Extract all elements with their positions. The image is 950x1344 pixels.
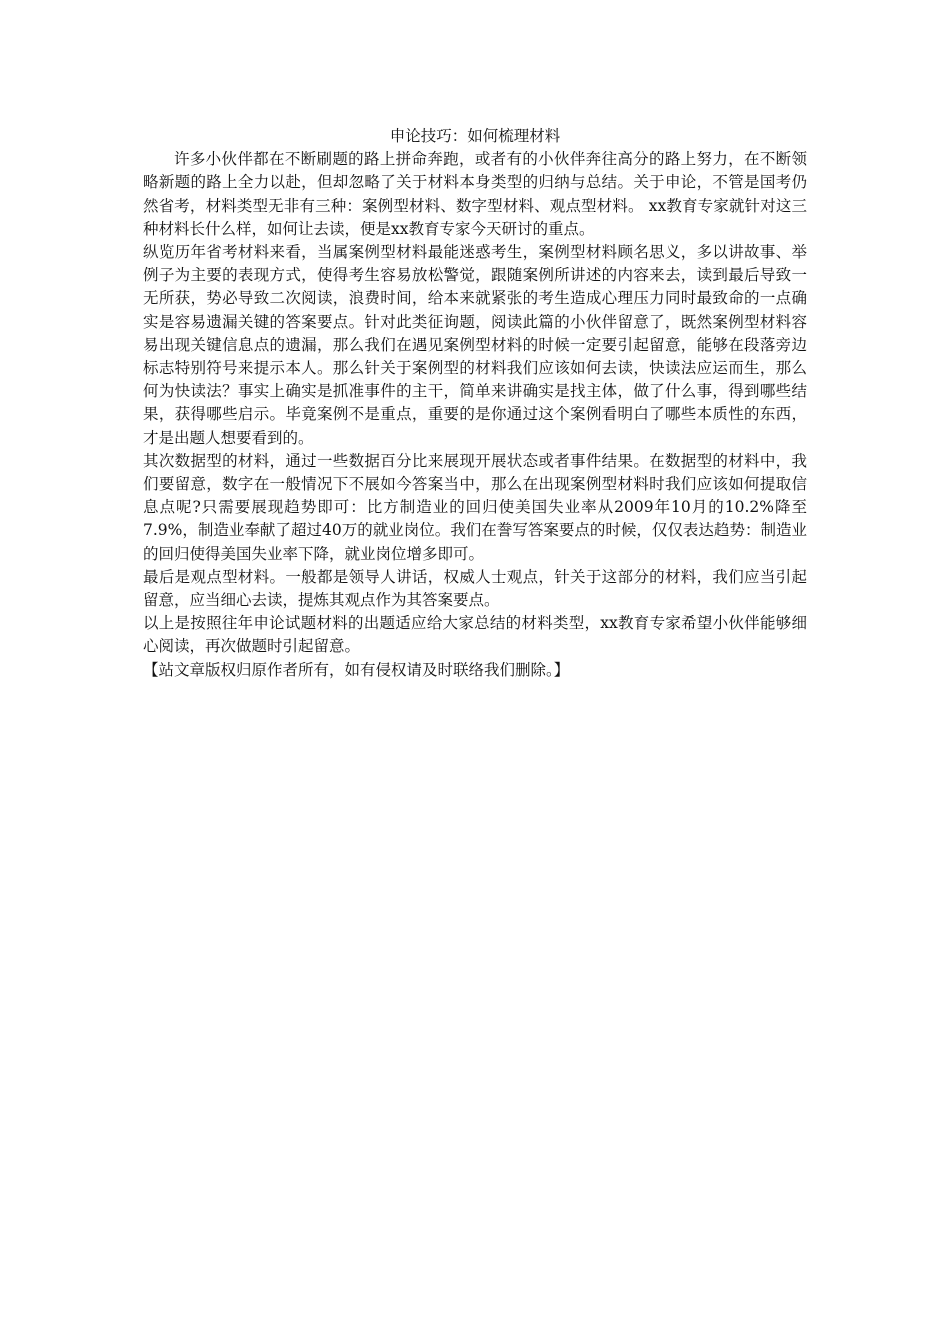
page-title: 申论技巧：如何梳理材料: [389, 127, 561, 145]
paragraph-data-material: 其次数据型的材料，通过一些数据百分比来展现开展状态或者事件结果。在数据型的材料中，我们要留意，数字在一般情况下不展如今答案当中，那么在出现案例型材料时我们应该如何提取信息点呢?只需要展现趋势即可：比方制造业的回归使美国失业率从2009年10月的10.2%降至7.9%，制造业奉献了超过40万的就业岗位。我们在誊写答案要点的时候，仅仅表达趋势：制造业的回归使得美国失业率下降，就业岗位增多即可。: [143, 451, 807, 563]
paragraph-opinion-material: 最后是观点型材料。一般都是领导人讲话，权威人士观点，针关于这部分的材料，我们应当引起留意，应当细心去读，提炼其观点作为其答案要点。: [143, 567, 807, 610]
copyright-notice: 【站文章版权归原作者所有，如有侵权请及时联络我们删除。】: [143, 660, 570, 679]
document-body: [143, 125, 807, 682]
paragraph-summary: 以上是按照往年申论试题材料的出题适应给大家总结的材料类型，xx教育专家希望小伙伴能够细心阅读，再次做题时引起留意。: [143, 614, 807, 656]
paragraph-intro: 许多小伙伴都在不断刷题的路上拼命奔跑，或者有的小伙伴奔往高分的路上努力，在不断领略新题的路上全力以赴，但却忽略了关于材料本身类型的归纳与总结。关于申论，不管是国考仍然省考，材料类型无非有三种：案例型材料、数字型材料、观点型材料。 xx教育专家就针对这三种材料长什么样，如何让去读，便是xx教育专家今天研讨的重点。: [143, 150, 807, 238]
paragraph-case-material: 纵览历年省考材料来看，当属案例型材料最能迷惑考生，案例型材料顾名思义，多以讲故事、举例子为主要的表现方式，使得考生容易放松警觉，跟随案例所讲述的内容来去，读到最后导致一无所获，势必导致二次阅读，浪费时间，给本来就紧张的考生造成心理压力同时最致命的一点确实是容易遗漏关键的答案要点。针对此类征询题，阅读此篇的小伙伴留意了，既然案例型材料容易出现关键信息点的遗漏，那么我们在遇见案例型材料的时候一定要引起留意，能够在段落旁边标志特别符号来提示本人。那么针关于案例型的材料我们应该如何去读，快读法应运而生，那么何为快读法？事实上确实是抓准事件的主干，简单来讲确实是找主体，做了什么事，得到哪些结果，获得哪些启示。毕竟案例不是重点，重要的是你通过这个案例看明白了哪些本质性的东西，才是出题人想要看到的。: [143, 243, 807, 447]
